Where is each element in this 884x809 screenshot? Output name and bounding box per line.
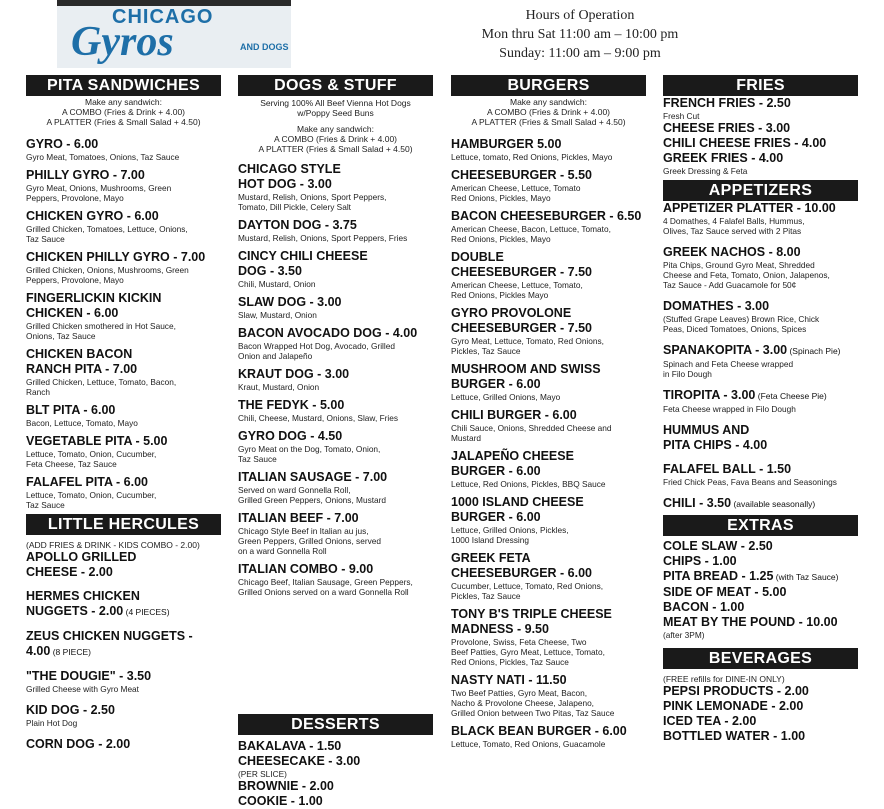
menu-item-title: ITALIAN SAUSAGE - 7.00 bbox=[238, 470, 388, 484]
dogs-items bbox=[238, 162, 433, 597]
menu-item-title: APOLLO GRILLED CHEESE - 2.00 bbox=[26, 550, 137, 579]
menu-item-name bbox=[238, 326, 433, 341]
menu-item-name bbox=[663, 423, 858, 453]
desserts-items bbox=[238, 739, 433, 809]
menu-item-description: Two Beef Patties, Gyro Meat, Bacon, Nacho & Provolone Cheese, Jalapeno, Grilled Onion between Two Pitas, Taz Sauce bbox=[451, 688, 615, 718]
menu-item bbox=[663, 299, 858, 334]
menu-item-title: SPANAKOPITA - 3.00 bbox=[663, 343, 788, 357]
menu-item bbox=[238, 162, 433, 212]
menu-item-title: PINK LEMONADE - 2.00 bbox=[663, 699, 804, 713]
section-header-hercules: LITTLE HERCULES bbox=[26, 514, 221, 535]
menu-item-description: Chili, Mustard, Onion bbox=[238, 279, 316, 289]
menu-item-name bbox=[26, 703, 221, 718]
menu-item bbox=[663, 201, 858, 236]
menu-item-description: Lettuce, tomato, Red Onions, Pickles, Mayo bbox=[451, 152, 613, 162]
menu-item-description: Fresh Cut bbox=[663, 111, 700, 121]
menu-item-title: DAYTON DOG - 3.75 bbox=[238, 218, 357, 232]
menu-item bbox=[663, 423, 858, 453]
menu-item bbox=[663, 121, 858, 136]
menu-item-title: CHICAGO STYLE HOT DOG - 3.00 bbox=[238, 162, 341, 191]
menu-item-description: Gyro Meat, Onions, Mushrooms, Green Peppers, Provolone, Mayo bbox=[26, 183, 172, 203]
menu-item-title: BLT PITA - 6.00 bbox=[26, 403, 116, 417]
menu-item bbox=[238, 326, 433, 361]
menu-item-description: Grilled Cheese with Gyro Meat bbox=[26, 684, 139, 694]
menu-item-description: Provolone, Swiss, Feta Cheese, Two Beef Patties, Gyro Meat, Lettuce, Tomato, Red Onions, Pickles, Taz Sauce bbox=[451, 637, 605, 667]
menu-item bbox=[663, 151, 858, 176]
menu-item-name bbox=[663, 462, 858, 477]
menu-item-title: "THE DOUGIE" - 3.50 bbox=[26, 669, 152, 683]
menu-item-name bbox=[26, 347, 221, 377]
menu-item-description: Gyro Meat on the Dog, Tomato, Onion, Taz Sauce bbox=[238, 444, 381, 464]
menu-item-name bbox=[451, 607, 646, 637]
hours-title: Hours of Operation bbox=[525, 8, 635, 23]
menu-item-title: JALAPEÑO CHEESE BURGER - 6.00 bbox=[451, 449, 574, 478]
menu-item-title: ZEUS CHICKEN NUGGETS - 4.00 bbox=[26, 629, 193, 658]
menu-item-name bbox=[26, 209, 221, 224]
menu-item bbox=[238, 398, 433, 423]
menu-item-title: BROWNIE - 2.00 bbox=[238, 779, 334, 793]
menu-item bbox=[238, 511, 433, 556]
menu-item-title: THE FEDYK - 5.00 bbox=[238, 398, 345, 412]
menu-item-title: GREEK FETA CHEESEBURGER - 6.00 bbox=[451, 551, 593, 580]
menu-item-name bbox=[26, 434, 221, 449]
menu-item-title: CHILI - 3.50 bbox=[663, 496, 732, 510]
menu-item-description: (PER SLICE) bbox=[238, 769, 287, 779]
menu-item-title: CHICKEN PHILLY GYRO - 7.00 bbox=[26, 250, 206, 264]
menu-item-title: FALAFEL PITA - 6.00 bbox=[26, 475, 149, 489]
menu-item-description: Kraut, Mustard, Onion bbox=[238, 382, 320, 392]
menu-item-title: HERMES CHICKEN NUGGETS - 2.00 bbox=[26, 589, 140, 618]
hercules-note: (ADD FRIES & DRINK - KIDS COMBO - 2.00) bbox=[26, 540, 200, 550]
menu-item-name bbox=[663, 539, 858, 554]
menu-item-description: Feta Cheese wrapped in Filo Dough bbox=[663, 404, 796, 414]
column-3 bbox=[451, 75, 646, 749]
menu-item-name bbox=[451, 724, 646, 739]
menu-item-description: Served on ward Gonnella Roll, Grilled Green Peppers, Onions, Mustard bbox=[238, 485, 387, 505]
menu-item bbox=[238, 218, 433, 243]
menu-item-name bbox=[26, 291, 221, 321]
menu-item-name bbox=[238, 511, 433, 526]
menu-item-title: BLACK BEAN BURGER - 6.00 bbox=[451, 724, 627, 738]
extras-items bbox=[663, 539, 858, 640]
column-2 bbox=[238, 75, 433, 597]
menu-item bbox=[663, 496, 858, 512]
pita-items bbox=[26, 137, 221, 510]
menu-item-title: CHICKEN GYRO - 6.00 bbox=[26, 209, 159, 223]
menu-item-name bbox=[238, 429, 433, 444]
menu-item-name bbox=[238, 367, 433, 382]
menu-item bbox=[451, 551, 646, 601]
menu-item-note: (available seasonally) bbox=[731, 499, 816, 509]
menu-item bbox=[238, 295, 433, 320]
menu-item-title: BACON - 1.00 bbox=[663, 600, 745, 614]
menu-item-note: (Feta Cheese Pie) bbox=[755, 391, 827, 401]
beverages-items bbox=[663, 684, 858, 744]
menu-item-name bbox=[26, 589, 221, 620]
menu-item-name bbox=[26, 475, 221, 490]
menu-item-name bbox=[238, 754, 433, 769]
dogs-note-2: w/Poppy Seed Buns bbox=[297, 108, 374, 118]
menu-item-name bbox=[451, 408, 646, 423]
menu-item-name bbox=[26, 669, 221, 684]
menu-item-description: Mustard, Relish, Onions, Sport Peppers, Fries bbox=[238, 233, 408, 243]
menu-item bbox=[238, 562, 433, 597]
menu-item bbox=[663, 539, 858, 554]
menu-item bbox=[238, 429, 433, 464]
menu-item-name bbox=[451, 137, 646, 152]
menu-item bbox=[26, 703, 221, 728]
menu-item-name bbox=[663, 343, 858, 359]
menu-item-name bbox=[451, 495, 646, 525]
logo-line2: Gyros bbox=[71, 19, 174, 65]
menu-item-title: BOTTLED WATER - 1.00 bbox=[663, 729, 806, 743]
menu-item-title: FRENCH FRIES - 2.50 bbox=[663, 96, 791, 110]
menu-item-title: GREEK NACHOS - 8.00 bbox=[663, 245, 801, 259]
menu-item-description: Chili, Cheese, Mustard, Onions, Slaw, Fries bbox=[238, 413, 399, 423]
menu-item-title: COOKIE - 1.00 bbox=[238, 794, 323, 808]
menu-item bbox=[26, 291, 221, 341]
menu-item-description: Cucumber, Lettuce, Tomato, Red Onions, Pickles, Taz Sauce bbox=[451, 581, 604, 601]
menu-item bbox=[26, 589, 221, 620]
menu-item bbox=[26, 168, 221, 203]
menu-item-description: (after 3PM) bbox=[663, 630, 705, 640]
menu-item-name bbox=[451, 362, 646, 392]
menu-item bbox=[451, 137, 646, 162]
burgers-note-1: Make any sandwich: bbox=[509, 97, 587, 107]
restaurant-logo bbox=[57, 0, 291, 68]
menu-item-name bbox=[663, 554, 858, 569]
menu-item-description: Gyro Meat, Lettuce, Tomato, Red Onions, Pickles, Taz Sauce bbox=[451, 336, 604, 356]
menu-item-name bbox=[26, 629, 221, 660]
menu-item-name bbox=[663, 136, 858, 151]
menu-item-description: Lettuce, Red Onions, Pickles, BBQ Sauce bbox=[451, 479, 606, 489]
menu-item-title: CORN DOG - 2.00 bbox=[26, 737, 131, 751]
menu-item-name bbox=[663, 299, 858, 314]
appetizers-items bbox=[663, 201, 858, 512]
menu-item-name bbox=[238, 562, 433, 577]
menu-item-title: MUSHROOM AND SWISS BURGER - 6.00 bbox=[451, 362, 601, 391]
menu-item bbox=[451, 495, 646, 545]
menu-item bbox=[663, 684, 858, 699]
menu-item bbox=[451, 250, 646, 300]
menu-item-title: TONY B'S TRIPLE CHEESE MADNESS - 9.50 bbox=[451, 607, 612, 636]
menu-item-title: PEPSI PRODUCTS - 2.00 bbox=[663, 684, 809, 698]
menu-item bbox=[663, 554, 858, 569]
menu-item-description: Lettuce, Tomato, Onion, Cucumber, Taz Sauce bbox=[26, 490, 157, 510]
menu-item bbox=[238, 470, 433, 505]
menu-item bbox=[663, 388, 858, 414]
menu-item-description: Greek Dressing & Feta bbox=[663, 166, 748, 176]
section-header-fries: FRIES bbox=[663, 75, 858, 96]
menu-item-description: American Cheese, Bacon, Lettuce, Tomato, Red Onions, Pickles, Mayo bbox=[451, 224, 611, 244]
menu-item bbox=[663, 729, 858, 744]
menu-item-title: BAKALAVA - 1.50 bbox=[238, 739, 342, 753]
desserts-section bbox=[238, 714, 433, 809]
menu-item-title: GYRO DOG - 4.50 bbox=[238, 429, 343, 443]
burgers-items bbox=[451, 137, 646, 749]
menu-item-name bbox=[238, 295, 433, 310]
menu-item bbox=[238, 779, 433, 794]
menu-item-title: CHIPS - 1.00 bbox=[663, 554, 737, 568]
menu-item-title: KID DOG - 2.50 bbox=[26, 703, 115, 717]
menu-item-title: MEAT BY THE POUND - 10.00 bbox=[663, 615, 838, 629]
menu-item-name bbox=[238, 739, 433, 754]
menu-item-name bbox=[26, 168, 221, 183]
menu-item-name bbox=[663, 714, 858, 729]
menu-item bbox=[238, 249, 433, 289]
column-1 bbox=[26, 75, 221, 752]
pita-note-2: A COMBO (Fries & Drink + 4.00) bbox=[61, 107, 186, 117]
menu-item bbox=[663, 585, 858, 600]
menu-item-title: GYRO - 6.00 bbox=[26, 137, 99, 151]
menu-item-name bbox=[663, 699, 858, 714]
section-header-desserts: DESSERTS bbox=[238, 714, 433, 735]
menu-item-description: American Cheese, Lettuce, Tomato, Red Onions, Pickles Mayo bbox=[451, 280, 583, 300]
menu-item-title: FALAFEL BALL - 1.50 bbox=[663, 462, 792, 476]
menu-item bbox=[238, 794, 433, 809]
menu-item-title: CHILI CHEESE FRIES - 4.00 bbox=[663, 136, 827, 150]
menu-item-title: HAMBURGER 5.00 bbox=[451, 137, 562, 151]
menu-item bbox=[663, 462, 858, 487]
menu-item-title: CHEESEBURGER - 5.50 bbox=[451, 168, 593, 182]
section-header-pita: PITA SANDWICHES bbox=[26, 75, 221, 96]
menu-item-name bbox=[663, 201, 858, 216]
menu-item bbox=[26, 629, 221, 660]
menu-item-name bbox=[26, 403, 221, 418]
menu-item-title: PHILLY GYRO - 7.00 bbox=[26, 168, 145, 182]
menu-item-name bbox=[663, 151, 858, 166]
beverages-note: (FREE refills for DINE-IN ONLY) bbox=[663, 674, 785, 684]
menu-item-description: Mustard, Relish, Onions, Sport Peppers, Tomato, Dill Pickle, Celery Salt bbox=[238, 192, 387, 212]
menu-item-note: (with Taz Sauce) bbox=[773, 572, 839, 582]
menu-item-name bbox=[26, 250, 221, 265]
menu-item-description: Chili Sauce, Onions, Shredded Cheese and Mustard bbox=[451, 423, 612, 443]
burgers-note-3: A PLATTER (Fries & Small Salad + 4.50) bbox=[471, 117, 626, 127]
menu-item-description: Lettuce, Grilled Onions, Pickles, 1000 Island Dressing bbox=[451, 525, 569, 545]
menu-item bbox=[26, 669, 221, 694]
menu-item-name bbox=[663, 96, 858, 111]
menu-item-name bbox=[451, 250, 646, 280]
logo-line3: AND DOGS bbox=[240, 42, 289, 52]
menu-item-title: DOMATHES - 3.00 bbox=[663, 299, 770, 313]
dogs-note-1: Serving 100% All Beef Vienna Hot Dogs bbox=[260, 98, 411, 108]
menu-item-name bbox=[663, 388, 858, 404]
menu-item bbox=[26, 434, 221, 469]
menu-item-title: CHICKEN BACON RANCH PITA - 7.00 bbox=[26, 347, 138, 376]
menu-item bbox=[451, 724, 646, 749]
menu-item-description: Bacon, Lettuce, Tomato, Mayo bbox=[26, 418, 138, 428]
menu-item-description: Spinach and Feta Cheese wrapped in Filo Dough bbox=[663, 359, 794, 379]
menu-item-title: BACON CHEESEBURGER - 6.50 bbox=[451, 209, 642, 223]
menu-item-title: DOUBLE CHEESEBURGER - 7.50 bbox=[451, 250, 593, 279]
menu-item bbox=[26, 209, 221, 244]
menu-item bbox=[451, 168, 646, 203]
menu-item-description: Lettuce, Grilled Onions, Mayo bbox=[451, 392, 561, 402]
hercules-items bbox=[26, 550, 221, 752]
menu-item bbox=[26, 475, 221, 510]
menu-item-title: TIROPITA - 3.00 bbox=[663, 388, 756, 402]
section-header-appetizers: APPETIZERS bbox=[663, 180, 858, 201]
hours-of-operation bbox=[440, 6, 720, 63]
menu-item-note: (8 PIECE) bbox=[50, 647, 91, 657]
menu-item-description: Lettuce, Tomato, Onion, Cucumber, Feta Cheese, Taz Sauce bbox=[26, 449, 157, 469]
menu-item-name bbox=[663, 729, 858, 744]
menu-item-name bbox=[26, 550, 221, 580]
menu-item-name bbox=[451, 209, 646, 224]
menu-item-note: (Spinach Pie) bbox=[787, 346, 841, 356]
menu-item bbox=[663, 699, 858, 714]
menu-item bbox=[238, 367, 433, 392]
menu-item-title: BACON AVOCADO DOG - 4.00 bbox=[238, 326, 418, 340]
pita-note-1: Make any sandwich: bbox=[84, 97, 162, 107]
dogs-note-3: Make any sandwich: bbox=[296, 124, 374, 134]
menu-item bbox=[663, 569, 858, 585]
menu-item-title: NASTY NATI - 11.50 bbox=[451, 673, 567, 687]
menu-item-title: PITA BREAD - 1.25 bbox=[663, 569, 774, 583]
menu-item-description: Grilled Chicken smothered in Hot Sauce, Onions, Taz Sauce bbox=[26, 321, 176, 341]
menu-item bbox=[451, 306, 646, 356]
menu-item-name bbox=[451, 306, 646, 336]
menu-item-title: ICED TEA - 2.00 bbox=[663, 714, 757, 728]
menu-item-title: ITALIAN COMBO - 9.00 bbox=[238, 562, 374, 576]
menu-item bbox=[26, 403, 221, 428]
menu-item-description: Pita Chips, Ground Gyro Meat, Shredded Cheese and Feta, Tomato, Onion, Jalapenos, Taz Sauce - Add Guacamole for 50¢ bbox=[663, 260, 830, 290]
menu-item-description: 4 Domathes, 4 Falafel Balls, Hummus, Olives, Taz Sauce served with 2 Pitas bbox=[663, 216, 805, 236]
menu-item-title: COLE SLAW - 2.50 bbox=[663, 539, 773, 553]
menu-item bbox=[663, 714, 858, 729]
menu-item bbox=[451, 449, 646, 489]
menu-item bbox=[26, 347, 221, 397]
menu-item bbox=[663, 600, 858, 615]
menu-item-title: ITALIAN BEEF - 7.00 bbox=[238, 511, 359, 525]
menu-item-title: SIDE OF MEAT - 5.00 bbox=[663, 585, 787, 599]
menu-item-note: (4 PIECES) bbox=[123, 607, 170, 617]
hours-weekday: Mon thru Sat 11:00 am – 10:00 pm bbox=[481, 27, 679, 42]
menu-item bbox=[26, 550, 221, 580]
menu-item-description: American Cheese, Lettuce, Tomato Red Onions, Pickles, Mayo bbox=[451, 183, 581, 203]
menu-item-name bbox=[663, 121, 858, 136]
burgers-note-2: A COMBO (Fries & Drink + 4.00) bbox=[486, 107, 611, 117]
menu-item bbox=[238, 739, 433, 754]
menu-item-description: Chicago Style Beef in Italian au jus, Green Peppers, Grilled Onions, served on a ward Gonnella Roll bbox=[238, 526, 381, 556]
menu-item-name bbox=[451, 673, 646, 688]
menu-item-title: CHEESECAKE - 3.00 bbox=[238, 754, 361, 768]
menu-item bbox=[663, 615, 858, 640]
menu-item-title: VEGETABLE PITA - 5.00 bbox=[26, 434, 168, 448]
menu-item-description: Grilled Chicken, Onions, Mushrooms, Green Peppers, Provolone, Mayo bbox=[26, 265, 189, 285]
section-header-extras: EXTRAS bbox=[663, 515, 858, 536]
menu-item-name bbox=[451, 551, 646, 581]
section-header-dogs: DOGS & STUFF bbox=[238, 75, 433, 96]
menu-item-name bbox=[663, 600, 858, 615]
menu-item-name bbox=[238, 218, 433, 233]
menu-item-name bbox=[451, 168, 646, 183]
menu-item-name bbox=[663, 496, 858, 512]
menu-item bbox=[663, 245, 858, 290]
hours-sunday: Sunday: 11:00 am – 9:00 pm bbox=[499, 46, 661, 61]
menu-item-name bbox=[663, 569, 858, 585]
menu-item-description: Plain Hot Dog bbox=[26, 718, 78, 728]
menu-item bbox=[663, 136, 858, 151]
menu-item-description: Gyro Meat, Tomatoes, Onions, Taz Sauce bbox=[26, 152, 180, 162]
menu-item-name bbox=[238, 794, 433, 809]
menu-item-name bbox=[238, 162, 433, 192]
menu-item-name bbox=[238, 398, 433, 413]
menu-item-description: Lettuce, Tomato, Red Onions, Guacamole bbox=[451, 739, 606, 749]
menu-item bbox=[451, 408, 646, 443]
logo-line1: CHICAGO bbox=[112, 6, 214, 28]
menu-item bbox=[451, 607, 646, 667]
menu-item-description: (Stuffed Grape Leaves) Brown Rice, Chick Peas, Diced Tomatoes, Onions, Spices bbox=[663, 314, 820, 334]
menu-item-title: HUMMUS AND PITA CHIPS - 4.00 bbox=[663, 423, 768, 452]
menu-item-description: Chicago Beef, Italian Sausage, Green Peppers, Grilled Onions served on a ward Gonnella Roll bbox=[238, 577, 413, 597]
menu-item bbox=[663, 96, 858, 121]
menu-item-name bbox=[663, 245, 858, 260]
menu-item bbox=[26, 737, 221, 752]
menu-item-title: GYRO PROVOLONE CHEESEBURGER - 7.50 bbox=[451, 306, 593, 335]
dogs-note-5: A PLATTER (Fries & Small Salad + 4.50) bbox=[258, 144, 413, 154]
menu-item-name bbox=[663, 684, 858, 699]
menu-item-name bbox=[451, 449, 646, 479]
pita-note-3: A PLATTER (Fries & Small Salad + 4.50) bbox=[46, 117, 201, 127]
menu-item-name bbox=[663, 615, 858, 630]
menu-item-title: CHILI BURGER - 6.00 bbox=[451, 408, 577, 422]
menu-item-title: APPETIZER PLATTER - 10.00 bbox=[663, 201, 836, 215]
menu-item-name bbox=[238, 779, 433, 794]
menu-item bbox=[26, 137, 221, 162]
menu-item bbox=[663, 343, 858, 379]
menu-item-name bbox=[238, 470, 433, 485]
menu-item-title: GREEK FRIES - 4.00 bbox=[663, 151, 784, 165]
menu-item-description: Grilled Chicken, Tomatoes, Lettuce, Onions, Taz Sauce bbox=[26, 224, 188, 244]
menu-item-title: CINCY CHILI CHEESE DOG - 3.50 bbox=[238, 249, 368, 278]
menu-item-description: Grilled Chicken, Lettuce, Tomato, Bacon, Ranch bbox=[26, 377, 177, 397]
menu-item-name bbox=[238, 249, 433, 279]
menu-item bbox=[451, 362, 646, 402]
menu-item-title: KRAUT DOG - 3.00 bbox=[238, 367, 350, 381]
section-header-beverages: BEVERAGES bbox=[663, 648, 858, 669]
menu-item-title: CHEESE FRIES - 3.00 bbox=[663, 121, 791, 135]
menu-item-description: Slaw, Mustard, Onion bbox=[238, 310, 317, 320]
menu-item bbox=[238, 754, 433, 779]
menu-item-description: Fried Chick Peas, Fava Beans and Seasonings bbox=[663, 477, 837, 487]
menu-item-name bbox=[26, 137, 221, 152]
fries-items bbox=[663, 96, 858, 176]
menu-item-title: 1000 ISLAND CHEESE BURGER - 6.00 bbox=[451, 495, 584, 524]
menu-item-title: FINGERLICKIN KICKIN CHICKEN - 6.00 bbox=[26, 291, 162, 320]
menu-item bbox=[26, 250, 221, 285]
menu-item bbox=[451, 673, 646, 718]
menu-item bbox=[451, 209, 646, 244]
menu-item-name bbox=[26, 737, 221, 752]
column-4 bbox=[663, 75, 858, 744]
menu-item-description: Bacon Wrapped Hot Dog, Avocado, Grilled Onion and Jalapeño bbox=[238, 341, 395, 361]
dogs-note-4: A COMBO (Fries & Drink + 4.00) bbox=[273, 134, 398, 144]
menu-item-title: SLAW DOG - 3.00 bbox=[238, 295, 342, 309]
menu-item-name bbox=[663, 585, 858, 600]
section-header-burgers: BURGERS bbox=[451, 75, 646, 96]
